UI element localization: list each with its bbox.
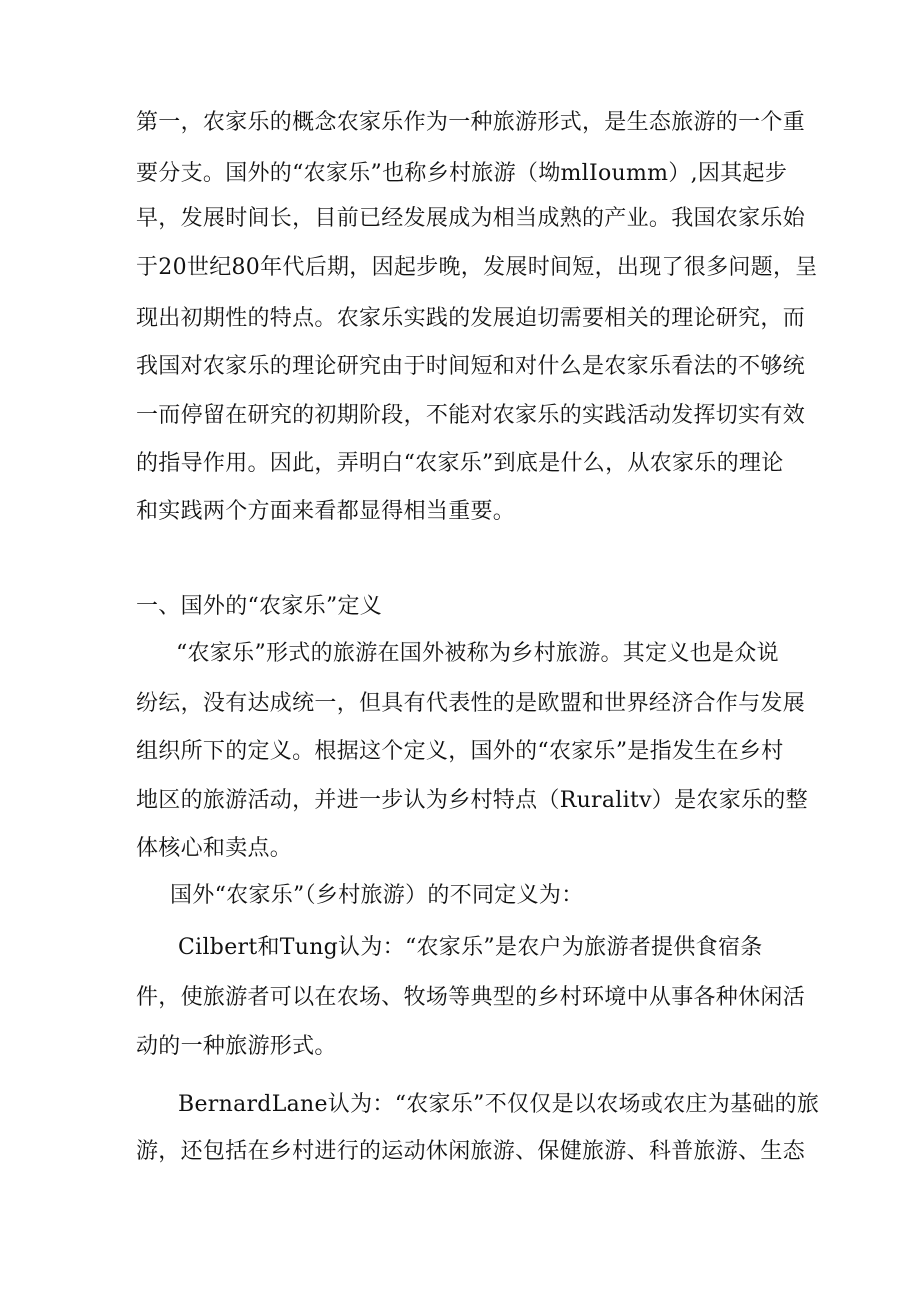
intro-line-1: 第一，农家乐的概念农家乐作为一种旅游形式，是生态旅游的一个重 bbox=[136, 110, 806, 135]
definition-lane-line-2: 游，还包括在乡村进行的运动休闲旅游、保健旅游、科普旅游、生态 bbox=[136, 1139, 806, 1164]
intro-line-5: 现出初期性的特点。农家乐实践的发展迫切需要相关的理论研究，而 bbox=[136, 306, 806, 331]
definition-gilbert-line-1: Cilbert和Tung认为：“农家乐”是农户为旅游者提供食宿条 bbox=[178, 935, 763, 960]
section-line-5: 体核心和卖点。 bbox=[136, 836, 293, 861]
definition-lane-line-1: BernardLane认为：“农家乐”不仅仅是以农场或农庄为基础的旅 bbox=[178, 1092, 820, 1117]
section-line-1: “农家乐”形式的旅游在国外被称为乡村旅游。其定义也是众说 bbox=[176, 641, 779, 666]
intro-line-7: 一而停留在研究的初期阶段，不能对农家乐的实践活动发挥切实有效 bbox=[136, 403, 806, 428]
intro-line-8: 的指导作用。因此，弄明白“农家乐”到底是什么，从农家乐的理论 bbox=[136, 451, 784, 476]
section-line-3: 组织所下的定义。根据这个定义，国外的“农家乐”是指发生在乡村 bbox=[136, 739, 784, 764]
definition-gilbert-line-2: 件，使旅游者可以在农场、牧场等典型的乡村环境中从事各种休闲活 bbox=[136, 985, 806, 1010]
intro-line-4: 于20世纪80年代后期，因起步晚，发展时间短，出现了很多问题，呈 bbox=[136, 255, 818, 280]
intro-line-9: 和实践两个方面来看都显得相当重要。 bbox=[136, 499, 516, 524]
section-line-2: 纷纭，没有达成统一，但具有代表性的是欧盟和世界经济合作与发展 bbox=[136, 691, 806, 716]
section-heading: 一、国外的“农家乐”定义 bbox=[136, 594, 383, 619]
intro-line-2: 要分支。国外的“农家乐”也称乡村旅游（坳mlIoumm）,因其起步 bbox=[136, 161, 788, 186]
definition-gilbert-line-3: 动的一种旅游形式。 bbox=[136, 1034, 337, 1059]
intro-line-6: 我国对农家乐的理论研究由于时间短和对什么是农家乐看法的不够统 bbox=[136, 354, 806, 379]
definitions-intro: 国外“农家乐”（乡村旅游）的不同定义为： bbox=[170, 883, 584, 908]
intro-line-3: 早，发展时间长，目前已经发展成为相当成熟的产业。我国农家乐始 bbox=[136, 206, 806, 231]
section-line-4: 地区的旅游活动，并进一步认为乡村特点（Ruralitv）是农家乐的整 bbox=[136, 788, 808, 813]
